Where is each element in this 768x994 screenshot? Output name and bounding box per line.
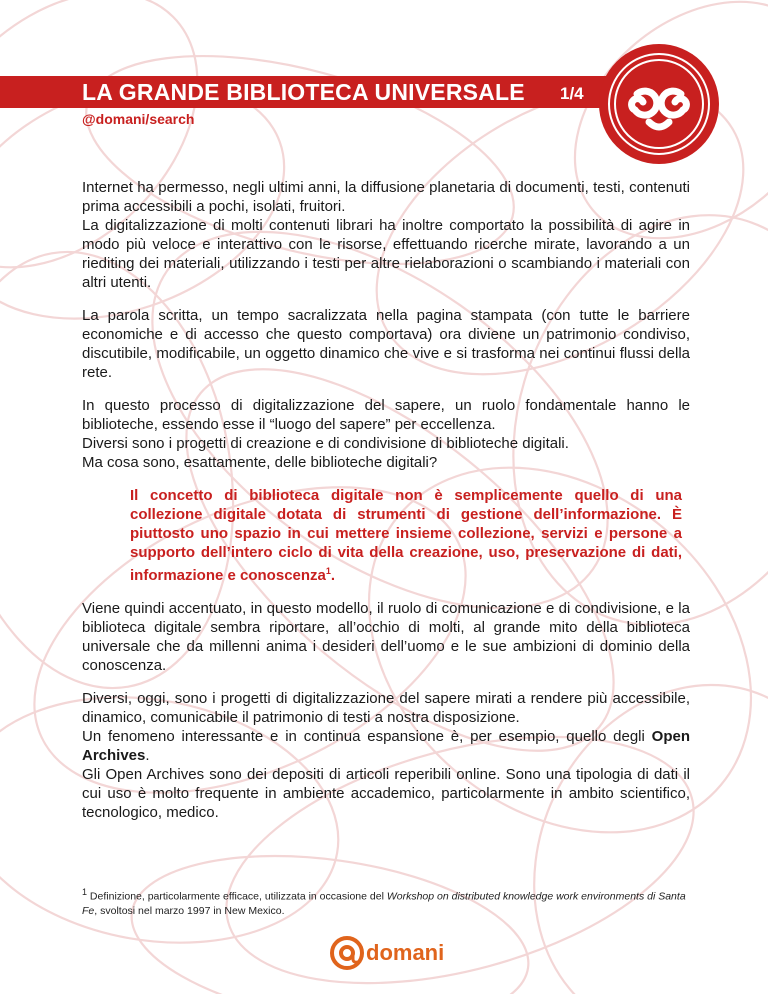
handle-tag: @domani/search xyxy=(82,111,195,127)
quote-text: Il concetto di biblioteca digitale non è semplicemente quello di una collezione digitale dotata di strumenti di gestione dell’informazione. È piuttosto uno spazio in cui mettere insieme collezione, servizi e persone a supporto dell’intero ciclo di vita della creazione, uso, preservazione di dati, informazione e conoscenza xyxy=(130,487,682,584)
paragraph: Viene quindi accentuato, in questo modello, il ruolo di comunicazione e di condivisione, e la biblioteca digitale sembra riportare, all’occhio di molti, al grande mito della biblioteca universale che da millenni anima i desideri dell’uomo e le sue ambizioni di dominio della conoscenza. xyxy=(82,600,690,674)
paragraph: Diversi sono i progetti di creazione e di condivisione di biblioteche digitali. xyxy=(82,435,569,452)
footnote-number: 1 xyxy=(82,887,88,897)
at-sign-icon xyxy=(330,936,364,970)
domani-footer-logo xyxy=(330,935,444,971)
footer-logo-text: domani xyxy=(366,940,445,965)
page-title: LA GRANDE BIBLIOTECA UNIVERSALE xyxy=(82,79,525,105)
footnote-ref: 1 xyxy=(325,566,331,576)
paragraph: Internet ha permesso, negli ultimi anni, la diffusione planetaria di documenti, testi, contenuti prima accessibili a pochi, isolati, fruitori. xyxy=(82,179,690,215)
paragraph-text: Un fenomeno interessante e in continua espansione è, per esempio, quello degli xyxy=(82,728,645,745)
domani-emblem-logo xyxy=(597,42,721,166)
paragraph: In questo processo di digitalizzazione del sapere, un ruolo fondamentale hanno le biblioteche, essendo esse il “luogo del sapere” per eccellenza. xyxy=(82,397,690,433)
footnote-text: Definizione, particolarmente efficace, utilizzata in occasione del xyxy=(87,890,387,903)
footnote-italic: Workshop on distributed knowledge work environments di Santa Fe xyxy=(82,890,686,917)
paragraph-dot: . xyxy=(145,747,150,764)
paragraph xyxy=(82,727,690,765)
page-number: 1/4 xyxy=(560,84,584,103)
paragraph: Gli Open Archives sono dei depositi di articoli reperibili online. Sono una tipologia di dati il cui uso è molto frequente in ambiente accademico, particolarmente in ambito scientifico, tecnologico, medico. xyxy=(82,766,690,821)
highlighted-quote xyxy=(130,486,682,585)
quote-end: . xyxy=(330,567,336,584)
article-body xyxy=(82,178,690,836)
paragraph: Diversi, oggi, sono i progetti di digitalizzazione del sapere mirati a rendere più accessibile, dinamico, comunicabile il patrimonio di testi a nostra disposizione. xyxy=(82,690,690,726)
paragraph: Ma cosa sono, esattamente, delle biblioteche digitali? xyxy=(82,454,438,471)
paragraph: La digitalizzazione di molti contenuti librari ha inoltre comportato la possibilità di agire in modo più veloce e interattivo con le risorse, effettuando ricerche mirate, lavorando a un riediting dei materiali, utilizzando i testi per altre rielaborazioni o scambiando i materiali con altri utenti. xyxy=(82,217,690,291)
open-archives-term: Open Archives xyxy=(82,728,691,764)
footnote-text-end: , svoltosi nel marzo 1997 in New Mexico. xyxy=(94,904,285,917)
footnote xyxy=(82,885,692,918)
paragraph: La parola scritta, un tempo sacralizzata nella pagina stampata (con tutte le barriere economiche e di accesso che questo comportava) ora diviene un patrimonio condiviso, discutibile, modificabile, un oggetto dinamico che vive e si trasforma nei continui flussi della rete. xyxy=(82,307,690,381)
